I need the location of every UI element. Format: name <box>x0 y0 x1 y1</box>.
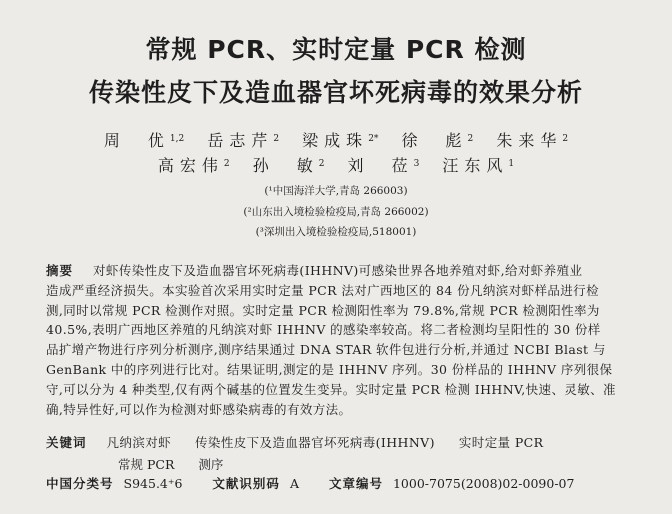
clc-value: S945.4⁺6 <box>123 476 183 491</box>
author: 孙 敏$^2$ <box>252 156 325 175</box>
abstract-line: 造成严重经济损失。本实验首次采用实时定量 PCR 法对广西地区的 84 份凡纳滨对虾样品进行检 <box>46 282 599 298</box>
keyword: 传染性皮下及造血器官坏死病毒(IHHNV) <box>195 435 435 450</box>
author: 刘 莅$^3$ <box>347 156 420 175</box>
author: 高宏伟$^2$ <box>157 156 230 175</box>
abstract-line: 摘要 对虾传染性皮下及造血器官坏死病毒(IHHNV)可感染世界各地养殖对虾,给对虾养殖业 <box>46 263 583 278</box>
keyword: 实时定量 PCR <box>458 435 544 450</box>
abstract-line: GenBank 中的序列进行比对。结果证明,测定的是 IHHNV 序列。30 份样品的 IHHNV 序列很保 <box>46 361 613 377</box>
author-row-2 <box>0 153 672 177</box>
title-line-2: 传染性皮下及造血器官坏死病毒的效果分析 <box>88 78 583 107</box>
abstract-line: 测,同时以常规 PCR 检测作对照。实时定量 PCR 检测阳性率为 79.8%,常规 PCR 检测阳性率为 <box>46 302 600 318</box>
abstract-label: 摘要 <box>46 263 74 278</box>
author-row-1 <box>0 128 672 152</box>
title-line-1: 常规 PCR、实时定量 PCR 检测 <box>145 35 527 64</box>
keyword: 常规 PCR <box>118 457 175 472</box>
author: 徐 彪$^2$ <box>401 131 474 150</box>
keyword: 凡纳滨对虾 <box>106 435 172 450</box>
classification-row <box>46 474 604 494</box>
author: 周 优$^{1,2}$ <box>103 131 185 150</box>
author: 朱来华$^2$ <box>496 131 569 150</box>
abstract-line: 品扩增产物进行序列分析测序,测序结果通过 DNA STAR 软件包进行分析,并通过 NCBI Blast 与 <box>46 342 606 358</box>
keyword: 测序 <box>198 457 224 472</box>
author: 梁成珠$^{2*}$ <box>302 131 379 150</box>
author: 岳志芹$^2$ <box>207 131 280 150</box>
affiliation-2: (²山东出入境检验检疫局,青岛 266002) <box>243 206 429 218</box>
article-number-value: 1000-7075(2008)02-0090-07 <box>392 476 575 491</box>
keywords-row <box>46 433 567 453</box>
affiliation-3: (³深圳出入境检验检疫局,518001) <box>255 226 417 238</box>
doc-code-value: A <box>289 476 299 491</box>
clc-label: 中国分类号 <box>46 476 114 491</box>
abstract-line: 确,特异性好,可以作为检测对虾感染病毒的有效方法。 <box>46 401 352 417</box>
article-number-label: 文章编号 <box>328 476 383 491</box>
keywords-row-2 <box>118 455 247 475</box>
author: 汪东风$^1$ <box>442 156 515 175</box>
keywords-label: 关键词 <box>46 435 87 450</box>
abstract <box>46 261 652 419</box>
doc-code-label: 文献识别码 <box>212 476 280 491</box>
abstract-line: 守,可以分为 4 种类型,仅有两个碱基的位置发生变异。实时定量 PCR 检测 IHHNV,快速、灵敏、准 <box>46 381 616 397</box>
abstract-line: 40.5%,表明广西地区养殖的凡纳滨对虾 IHHNV 的感染率较高。将二者检测均呈阳性的 30 份样 <box>46 322 601 338</box>
affiliation-1: (¹中国海洋大学,青岛 266003) <box>264 185 408 197</box>
